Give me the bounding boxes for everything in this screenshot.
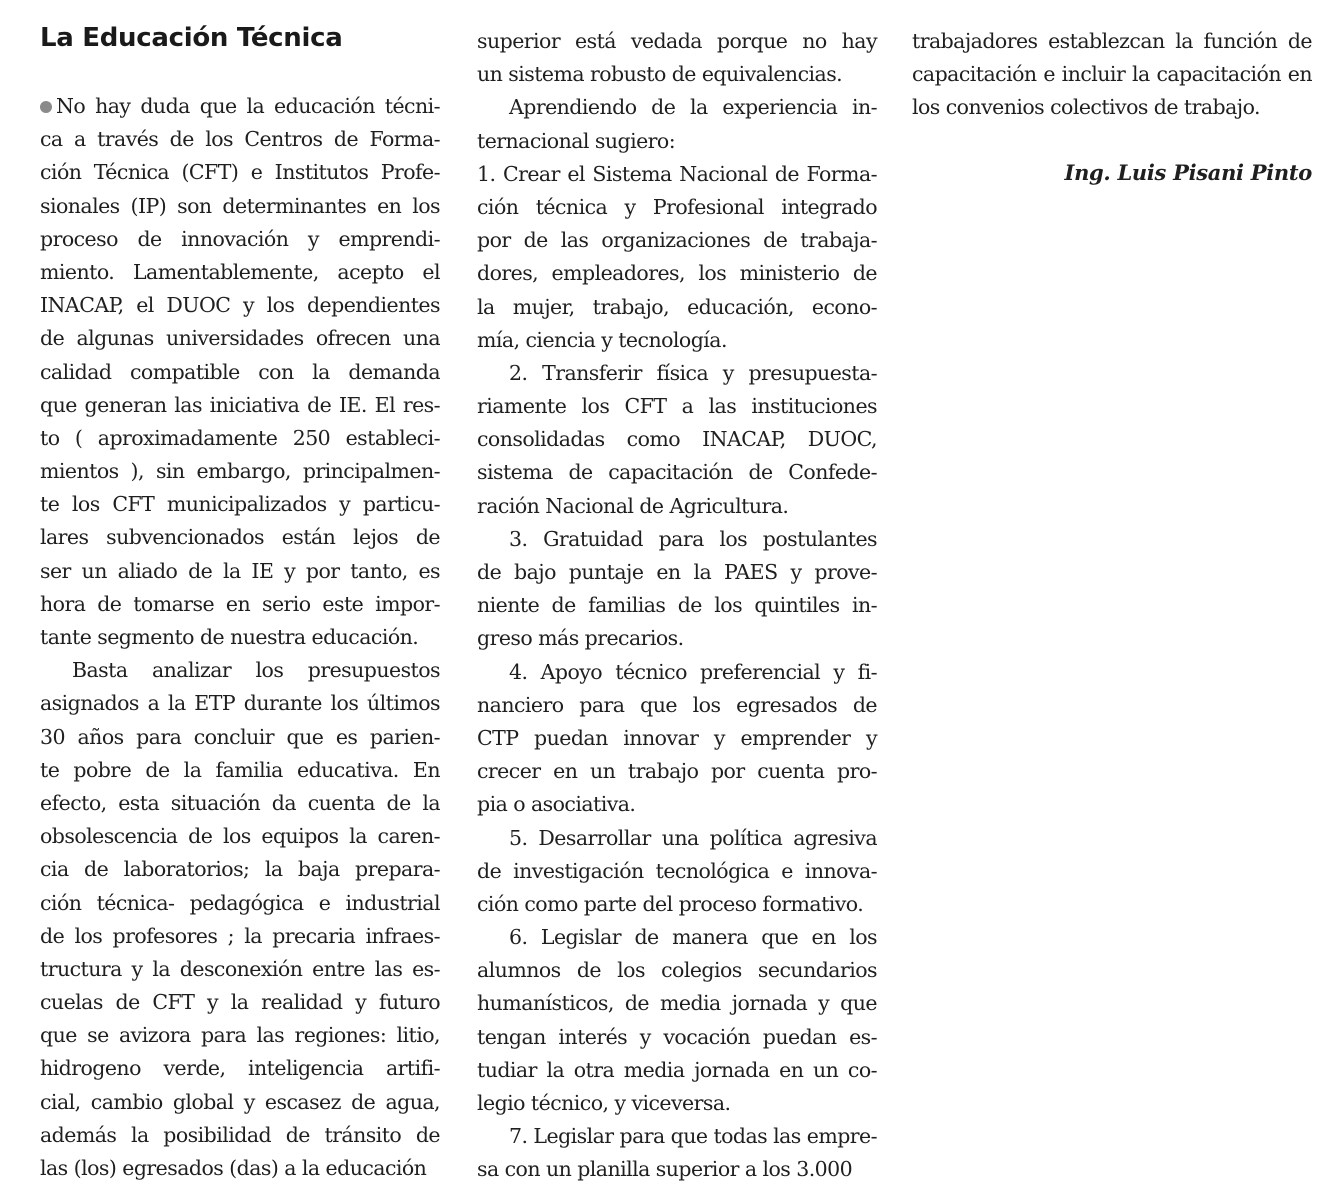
- text-line: efecto, esta situación da cuenta de la: [40, 790, 440, 815]
- text-line: [40, 90, 440, 123]
- text-line: lares subvencionados están lejos de: [40, 525, 440, 550]
- text-line: calidad compatible con la demanda: [40, 359, 440, 384]
- text-line: Aprendiendo de la experiencia in-: [509, 95, 877, 120]
- text-line: capacitación e incluir la capacitación en: [912, 62, 1312, 87]
- text-line: 1. Crear el Sistema Nacional de Forma-: [477, 161, 877, 186]
- text-line: hora de tomarse en serio este impor-: [40, 591, 440, 616]
- text-line: mientos ), sin embargo, principalmen-: [40, 459, 440, 484]
- author-signature: Ing. Luis Pisani Pinto: [1064, 160, 1312, 185]
- text-line: riamente los CFT a las instituciones: [477, 394, 877, 419]
- column-2: [477, 25, 877, 1187]
- text-line: ción como parte del proceso formativo.: [477, 891, 864, 916]
- text-line: de algunas universidades ofrecen una: [40, 326, 440, 351]
- text-line: que generan las iniciativa de IE. El res-: [40, 392, 440, 417]
- text-line: nanciero para que los egresados de: [477, 692, 877, 717]
- text-line: dores, empleadores, los ministerio de: [477, 261, 877, 286]
- text-line: cia de laboratorios; la baja prepara-: [40, 857, 440, 882]
- text-line: crecer en un trabajo por cuenta pro-: [477, 759, 877, 784]
- text-line: humanísticos, de media jornada y que: [477, 991, 877, 1016]
- text-line: Basta analizar los presupuestos: [72, 658, 440, 683]
- text-line: tengan interés y vocación puedan es-: [477, 1024, 877, 1049]
- text-line: además la posibilidad de tránsito de: [40, 1122, 440, 1147]
- column-1: [40, 90, 440, 1185]
- text-line: sionales (IP) son determinantes en los: [40, 193, 440, 218]
- text-line: 5. Desarrollar una política agresiva: [509, 825, 877, 850]
- text-line: las (los) egresados (das) a la educación: [40, 1156, 427, 1180]
- text-line: asignados a la ETP durante los últimos: [40, 691, 440, 716]
- text-line: de investigación tecnológica e innova-: [477, 858, 877, 883]
- text-line: cial, cambio global y escasez de agua,: [40, 1089, 440, 1114]
- text-line: ción técnica- pedagógica e industrial: [40, 890, 440, 915]
- text-line: superior está vedada porque no hay: [477, 29, 877, 53]
- text-line: obsolescencia de los equipos la caren-: [40, 824, 440, 849]
- text-line: de los profesores ; la precaria infraes-: [40, 923, 440, 948]
- text-line: alumnos de los colegios secundarios: [477, 958, 877, 983]
- text-line: miento. Lamentablemente, acepto el: [40, 259, 440, 284]
- text-line: tudiar la otra media jornada en un co-: [477, 1057, 877, 1082]
- text-line: te los CFT municipalizados y particu-: [40, 492, 440, 517]
- text-line: 30 años para concluir que es parien-: [40, 724, 440, 749]
- column-3: [912, 25, 1312, 125]
- text-line: INACAP, el DUOC y los dependientes: [40, 293, 440, 318]
- text-line: ternacional sugiero:: [477, 128, 676, 153]
- text-line: los convenios colectivos de trabajo.: [912, 95, 1260, 120]
- text-line: sistema de capacitación de Confede-: [477, 460, 877, 485]
- article-title: La Educación Técnica: [40, 23, 343, 53]
- text-line: pia o asociativa.: [477, 792, 636, 817]
- text-line: tante segmento de nuestra educación.: [40, 625, 419, 649]
- text-line: un sistema robusto de equivalencias.: [477, 62, 843, 87]
- text-line: hidrogeno verde, inteligencia artifi-: [40, 1056, 440, 1081]
- text-line: tructura y la desconexión entre las es-: [40, 956, 440, 981]
- text-line: to ( aproximadamente 250 estableci-: [40, 425, 440, 450]
- text-line: ración Nacional de Agricultura.: [477, 493, 789, 518]
- text-line: 6. Legislar de manera que en los: [509, 925, 877, 950]
- text-line: la mujer, trabajo, educación, econo-: [477, 294, 877, 319]
- text-line: te pobre de la familia educativa. En: [40, 757, 440, 782]
- text-line: ción técnica y Profesional integrado: [477, 194, 877, 219]
- text-line: 4. Apoyo técnico preferencial y fi-: [509, 659, 877, 684]
- text-line: greso más precarios.: [477, 626, 684, 651]
- text-line: ción Técnica (CFT) e Institutos Profe-: [40, 160, 440, 185]
- text-line: 2. Transferir física y presupuesta-: [509, 360, 877, 385]
- text-line-content: No hay duda que la educación técni-: [56, 94, 440, 118]
- text-line: ser un aliado de la IE y por tanto, es: [40, 558, 440, 583]
- text-line: legio técnico, y viceversa.: [477, 1091, 731, 1115]
- text-line: trabajadores establezcan la función de: [912, 29, 1312, 53]
- text-line: que se avizora para las regiones: litio,: [40, 1023, 440, 1048]
- text-line: CTP puedan innovar y emprender y: [477, 725, 877, 750]
- text-line: ca a través de los Centros de Forma-: [40, 127, 440, 152]
- text-line: niente de familias de los quintiles in-: [477, 593, 877, 618]
- text-line: cuelas de CFT y la realidad y futuro: [40, 990, 440, 1015]
- text-line: 7. Legislar para que todas las empre-: [509, 1124, 877, 1149]
- bullet-icon: [40, 101, 52, 113]
- text-line: de bajo puntaje en la PAES y prove-: [477, 560, 877, 584]
- text-line: mía, ciencia y tecnología.: [477, 327, 727, 352]
- text-line: proceso de innovación y emprendi-: [40, 226, 440, 251]
- text-line: consolidadas como INACAP, DUOC,: [477, 427, 877, 452]
- text-line: por de las organizaciones de trabaja-: [477, 228, 877, 253]
- text-line: sa con un planilla superior a los 3.000: [477, 1157, 853, 1182]
- text-line: 3. Gratuidad para los postulantes: [509, 526, 877, 551]
